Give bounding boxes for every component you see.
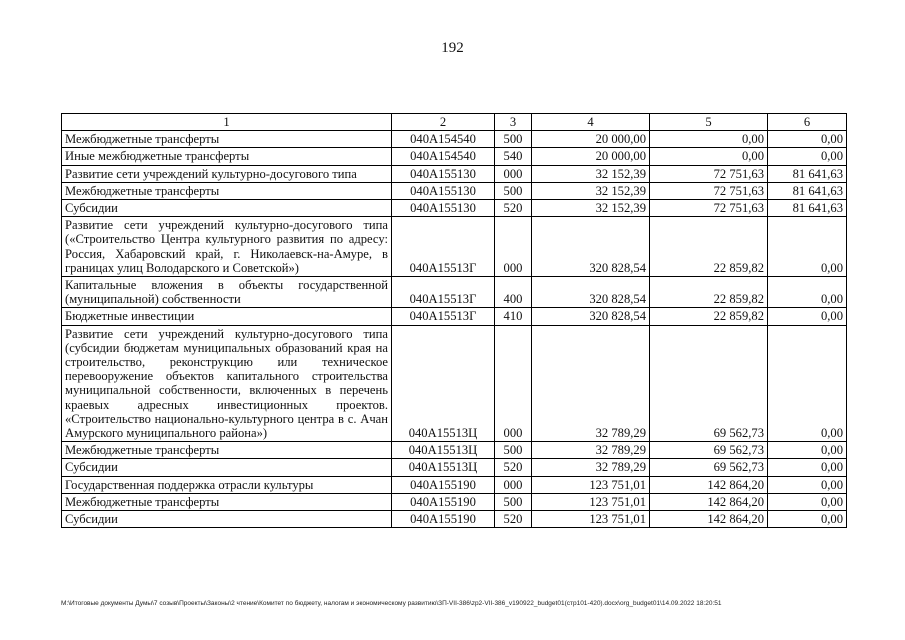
- row-value-3: 0,00: [768, 493, 847, 510]
- row-value-1: 320 828,54: [532, 277, 650, 308]
- row-kvr: 410: [495, 308, 532, 325]
- row-name: Развитие сети учреждений культурно-досугового типа («Строительство Центра культурного развития по адресу: Россия, Хабаровский край, г. Николаевск-на-Амуре, в границах улиц Володарского и Советской»): [62, 217, 392, 277]
- row-kvr: 500: [495, 131, 532, 148]
- table-row: [62, 459, 847, 476]
- row-name: Субсидии: [62, 200, 392, 217]
- row-value-2: 142 864,20: [650, 493, 768, 510]
- column-header: 1: [62, 114, 392, 131]
- row-value-3: 0,00: [768, 459, 847, 476]
- row-value-1: 123 751,01: [532, 476, 650, 493]
- column-header: 3: [495, 114, 532, 131]
- row-code: 040А154540: [392, 131, 495, 148]
- row-value-1: 123 751,01: [532, 493, 650, 510]
- row-kvr: 520: [495, 200, 532, 217]
- row-name: Межбюджетные трансферты: [62, 493, 392, 510]
- row-value-1: 123 751,01: [532, 511, 650, 528]
- row-code: 040А155190: [392, 476, 495, 493]
- row-name: Капитальные вложения в объекты государственной (муниципальной) собственности: [62, 277, 392, 308]
- row-name: Развитие сети учреждений культурно-досугового типа: [62, 165, 392, 182]
- row-code: 040А15513Ц: [392, 325, 495, 442]
- row-kvr: 540: [495, 148, 532, 165]
- row-value-2: 22 859,82: [650, 277, 768, 308]
- row-kvr: 000: [495, 325, 532, 442]
- table-row: [62, 200, 847, 217]
- row-value-3: 0,00: [768, 325, 847, 442]
- row-value-3: 81 641,63: [768, 165, 847, 182]
- row-value-2: 0,00: [650, 148, 768, 165]
- table-row: [62, 148, 847, 165]
- row-value-1: 32 789,29: [532, 325, 650, 442]
- row-value-3: 0,00: [768, 442, 847, 459]
- row-name: Межбюджетные трансферты: [62, 131, 392, 148]
- table-header: [62, 114, 847, 131]
- budget-table: [61, 113, 847, 528]
- row-code: 040А155130: [392, 200, 495, 217]
- row-kvr: 000: [495, 476, 532, 493]
- column-header: 4: [532, 114, 650, 131]
- row-kvr: 520: [495, 511, 532, 528]
- table-row: [62, 308, 847, 325]
- table-row: [62, 277, 847, 308]
- row-kvr: 500: [495, 442, 532, 459]
- column-header: 2: [392, 114, 495, 131]
- row-value-2: 69 562,73: [650, 442, 768, 459]
- row-value-2: 142 864,20: [650, 511, 768, 528]
- row-code: 040А15513Г: [392, 308, 495, 325]
- row-name: Межбюджетные трансферты: [62, 182, 392, 199]
- row-value-2: 72 751,63: [650, 165, 768, 182]
- row-code: 040А15513Ц: [392, 459, 495, 476]
- page-number: 192: [441, 40, 464, 56]
- row-value-1: 320 828,54: [532, 217, 650, 277]
- row-name: Бюджетные инвестиции: [62, 308, 392, 325]
- column-header: 5: [650, 114, 768, 131]
- row-value-3: 0,00: [768, 308, 847, 325]
- row-value-3: 81 641,63: [768, 200, 847, 217]
- row-code: 040А154540: [392, 148, 495, 165]
- row-name: Субсидии: [62, 459, 392, 476]
- row-value-2: 22 859,82: [650, 308, 768, 325]
- table-row: [62, 325, 847, 442]
- table-row: [62, 476, 847, 493]
- row-kvr: 000: [495, 165, 532, 182]
- column-header: 6: [768, 114, 847, 131]
- row-code: 040А155190: [392, 493, 495, 510]
- row-value-3: 0,00: [768, 511, 847, 528]
- row-name: Субсидии: [62, 511, 392, 528]
- row-value-3: 0,00: [768, 476, 847, 493]
- row-value-2: 22 859,82: [650, 217, 768, 277]
- row-name: Иные межбюджетные трансферты: [62, 148, 392, 165]
- table-row: [62, 182, 847, 199]
- row-name: Развитие сети учреждений культурно-досугового типа (субсидии бюджетам муниципальных образований края на строительство, реконструкцию или техническое перевооружение объектов капитального строительства муниципальной собственности, включенных в перечень краевых адресных инвестиционных проектов. «Строительство национально-культурного центра в с. Ачан Амурского муниципального района»): [62, 325, 392, 442]
- row-value-1: 32 152,39: [532, 182, 650, 199]
- table-row: [62, 131, 847, 148]
- row-value-1: 20 000,00: [532, 148, 650, 165]
- row-code: 040А155130: [392, 182, 495, 199]
- table-row: [62, 165, 847, 182]
- table-row: [62, 217, 847, 277]
- row-code: 040А15513Ц: [392, 442, 495, 459]
- row-value-3: 0,00: [768, 131, 847, 148]
- table-row: [62, 511, 847, 528]
- row-value-2: 72 751,63: [650, 200, 768, 217]
- row-value-1: 32 152,39: [532, 165, 650, 182]
- row-value-1: 20 000,00: [532, 131, 650, 148]
- row-value-1: 32 152,39: [532, 200, 650, 217]
- row-code: 040А155190: [392, 511, 495, 528]
- row-kvr: 520: [495, 459, 532, 476]
- footer-file-path: M:\Итоговые документы Думы\7 созыв\Проекты\Законы\2 чтение\Комитет по бюджету, налогам и экономическому развитию\ЗП-VII-386\zp2-VII-386_v190922_budget01(стр101-420).docx\org_budget01\14.09.2022 18:20:51: [61, 600, 722, 607]
- row-value-3: 0,00: [768, 148, 847, 165]
- row-code: 040А155130: [392, 165, 495, 182]
- row-kvr: 000: [495, 217, 532, 277]
- row-code: 040А15513Г: [392, 217, 495, 277]
- row-value-3: 0,00: [768, 277, 847, 308]
- row-value-2: 142 864,20: [650, 476, 768, 493]
- table-row: [62, 442, 847, 459]
- row-value-2: 69 562,73: [650, 459, 768, 476]
- row-name: Межбюджетные трансферты: [62, 442, 392, 459]
- row-value-1: 32 789,29: [532, 459, 650, 476]
- row-code: 040А15513Г: [392, 277, 495, 308]
- row-kvr: 500: [495, 493, 532, 510]
- row-value-1: 320 828,54: [532, 308, 650, 325]
- table-row: [62, 493, 847, 510]
- row-value-2: 72 751,63: [650, 182, 768, 199]
- row-kvr: 500: [495, 182, 532, 199]
- row-name: Государственная поддержка отрасли культуры: [62, 476, 392, 493]
- row-value-2: 69 562,73: [650, 325, 768, 442]
- row-value-2: 0,00: [650, 131, 768, 148]
- row-value-3: 0,00: [768, 217, 847, 277]
- row-value-3: 81 641,63: [768, 182, 847, 199]
- row-kvr: 400: [495, 277, 532, 308]
- row-value-1: 32 789,29: [532, 442, 650, 459]
